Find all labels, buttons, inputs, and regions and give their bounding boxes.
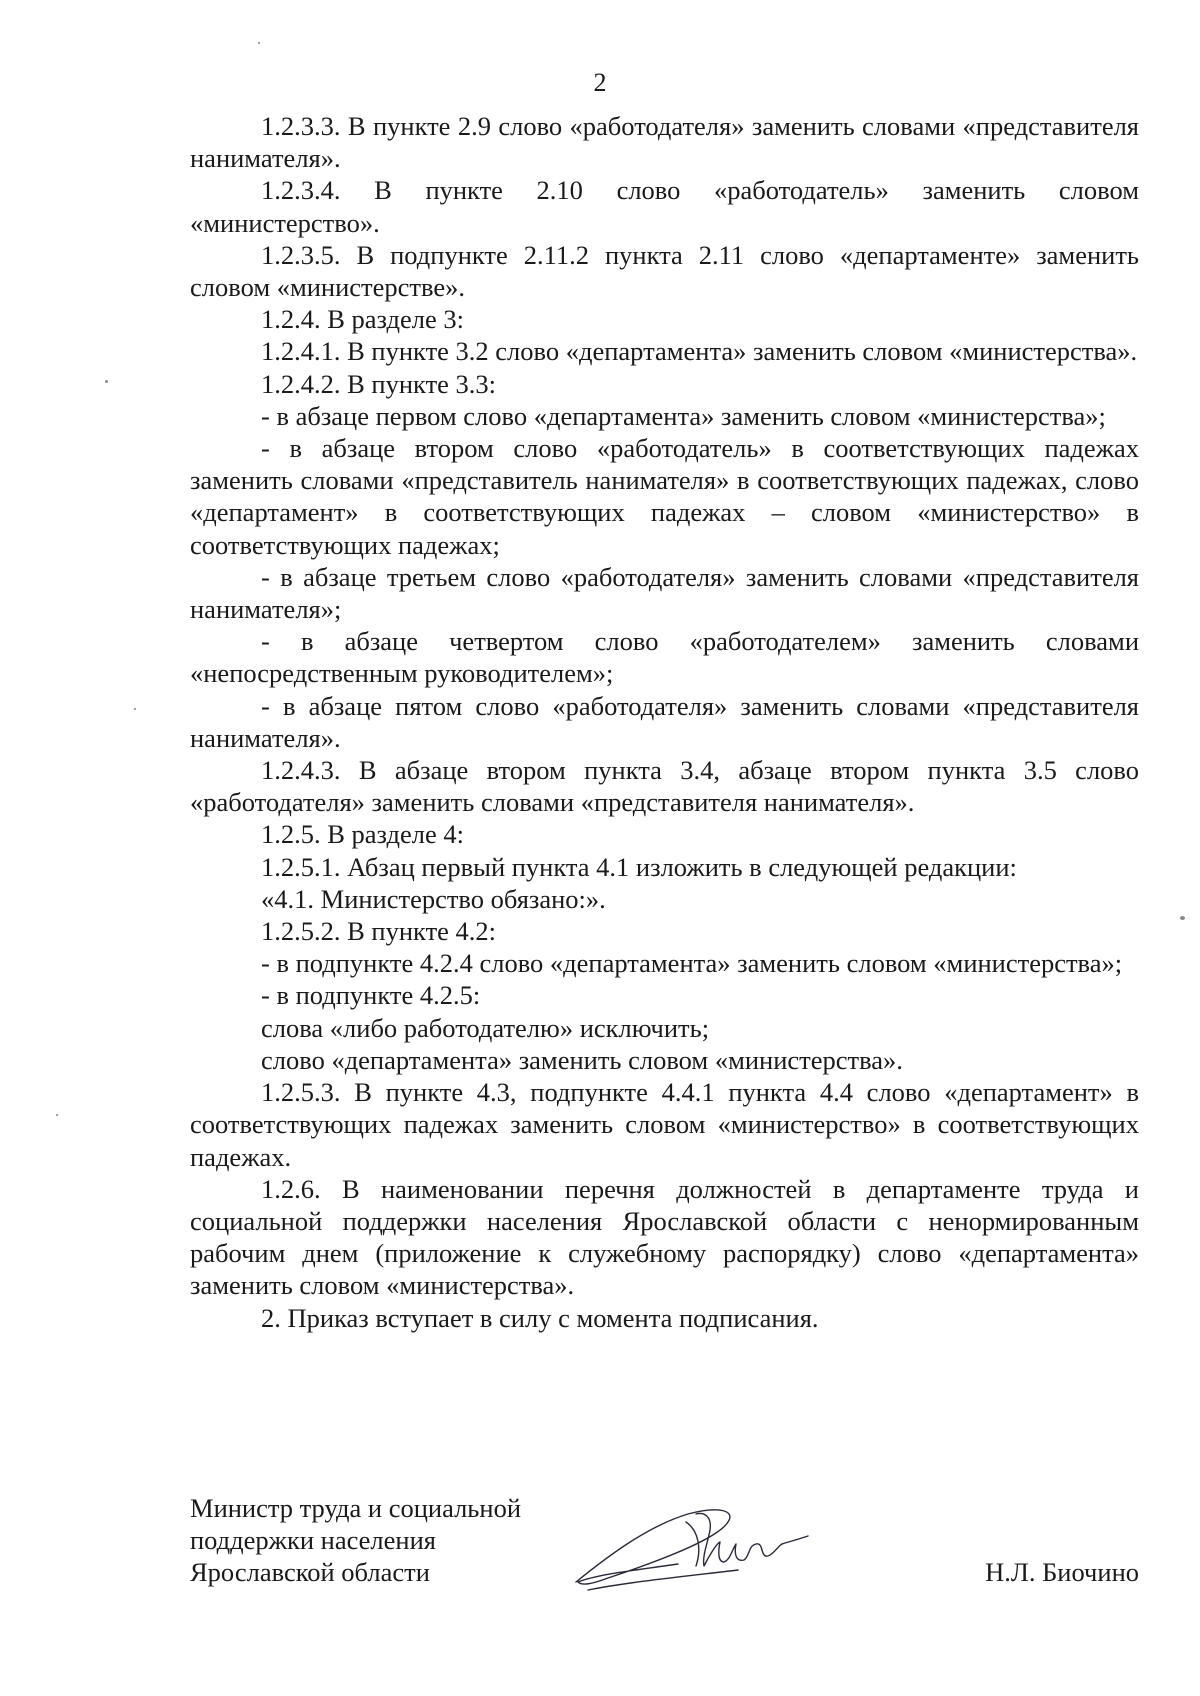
- paragraph-1-2-5-1: 1.2.5.1. Абзац первый пункта 4.1 изложить в следующей редакции:: [261, 851, 1017, 882]
- paragraph-2: 2. Приказ вступает в силу с момента подписания.: [261, 1302, 819, 1333]
- list-item-abzac-2: - в абзаце втором слово «работодатель» в соответствующих падежах заменить словами «представитель нанимателя» в соответствующих падежах, слово «департамент» в соответствующих падежах – словом «министерство» в соответствующих падежах;: [190, 433, 1139, 560]
- paragraph-1-2-3-5: 1.2.3.5. В подпункте 2.11.2 пункта 2.11 слово «департаменте» заменить словом «министерстве».: [190, 239, 1139, 303]
- signature-block: [190, 1492, 1139, 1612]
- paragraph-1-2-4: 1.2.4. В разделе 3:: [261, 304, 465, 335]
- list-item-abzac-1: - в абзаце первом слово «департамента» заменить словом «министерства»;: [261, 400, 1106, 431]
- signatory-title-line: Ярославской области: [190, 1557, 430, 1587]
- scan-speck: [105, 380, 108, 383]
- document-body: [190, 110, 1139, 1334]
- scan-speck: [1180, 916, 1185, 920]
- list-item-abzac-5: - в абзаце пятом слово «работодателя» заменить словами «представителя нанимателя».: [190, 690, 1139, 753]
- list-item-subpoint-4-2-4: - в подпункте 4.2.4 слово «департамента» заменить словом «министерства»;: [261, 948, 1123, 979]
- signatory-title-line: Министр труда и социальной: [190, 1493, 522, 1523]
- page-number: 2: [593, 68, 607, 97]
- subpoint-text-1: слова «либо работодателю» исключить;: [261, 1012, 710, 1043]
- handwritten-signature: [568, 1486, 818, 1606]
- list-item-abzac-3: - в абзаце третьем слово «работодателя» заменить словами «представителя нанимателя»;: [190, 561, 1139, 625]
- list-item-subpoint-4-2-5: - в подпункте 4.2.5:: [261, 980, 481, 1011]
- paragraph-1-2-5-2: 1.2.5.2. В пункте 4.2:: [261, 916, 497, 947]
- scan-speck: [134, 708, 136, 710]
- paragraph-1-2-5-3: 1.2.5.3. В пункте 4.3, подпункте 4.4.1 пункта 4.4 слово «департамент» в соответствующих падежах заменить словом «министерство» в соответствующих падежах.: [190, 1077, 1139, 1172]
- paragraph-1-2-6: 1.2.6. В наименовании перечня должностей в департаменте труда и социальной поддержки населения Ярославской области с ненормированным рабочим днем (приложение к служебному распорядку) слово «департамента» заменить словом «министерства».: [190, 1173, 1139, 1301]
- signatory-name: Н.Л. Биочино: [985, 1557, 1139, 1587]
- list-item-abzac-4: - в абзаце четвертом слово «работодателем» заменить словами «непосредственным руководителем»;: [190, 626, 1139, 689]
- quoted-text: «4.1. Министерство обязано:».: [261, 883, 606, 914]
- paragraph-1-2-4-1: 1.2.4.1. В пункте 3.2 слово «департамента» заменить словом «министерства».: [261, 336, 1138, 367]
- paragraph-1-2-5: 1.2.5. В разделе 4:: [261, 819, 465, 850]
- scan-speck: [56, 1114, 58, 1116]
- paragraph-1-2-3-3: 1.2.3.3. В пункте 2.9 слово «работодателя» заменить словами «представителя нанимателя».: [190, 111, 1139, 174]
- paragraph-1-2-3-4: 1.2.3.4. В пункте 2.10 слово «работодатель» заменить словом «министерство».: [190, 175, 1139, 238]
- signatory-title-line: поддержки населения: [190, 1525, 436, 1555]
- subpoint-text-2: слово «департамента» заменить словом «министерства».: [261, 1044, 903, 1075]
- signatory-title: [190, 1492, 521, 1588]
- paragraph-1-2-4-3: 1.2.4.3. В абзаце втором пункта 3.4, абзаце втором пункта 3.5 слово «работодателя» заменить словами «представителя нанимателя».: [190, 755, 1139, 818]
- scan-speck: [258, 42, 260, 44]
- paragraph-1-2-4-2: 1.2.4.2. В пункте 3.3:: [261, 368, 497, 399]
